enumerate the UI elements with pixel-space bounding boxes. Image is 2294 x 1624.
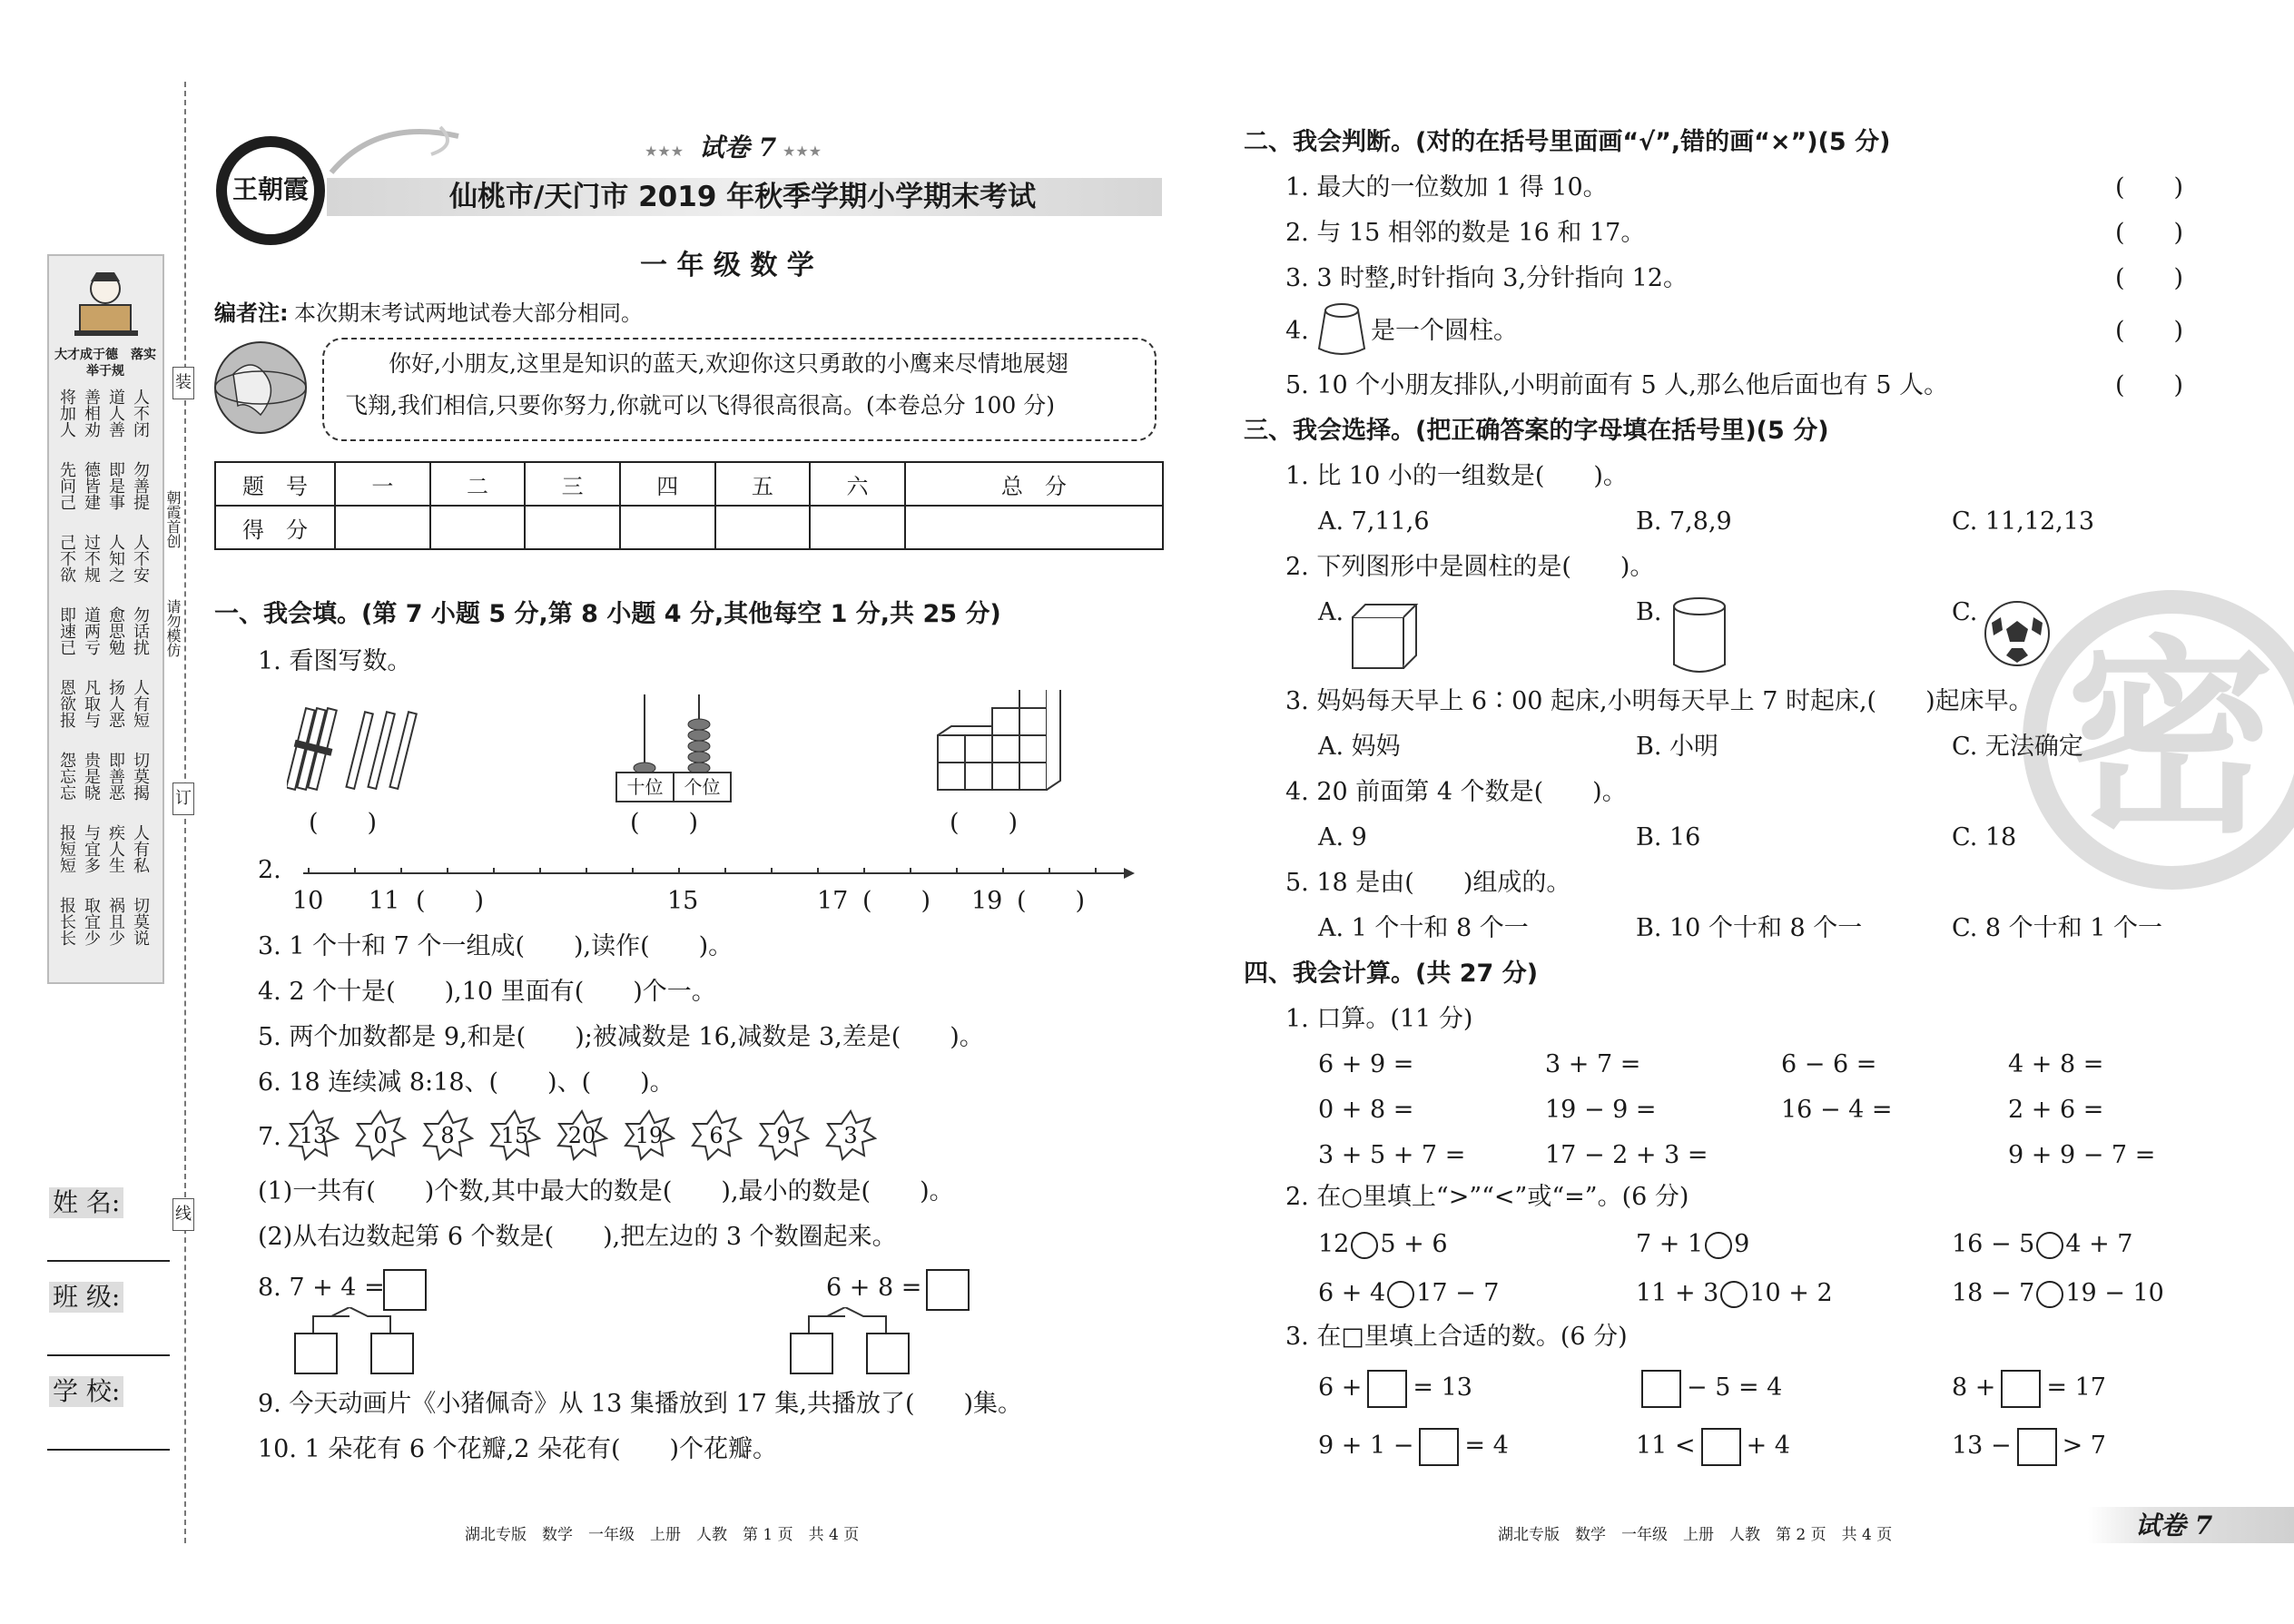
star-number-text: 20 <box>567 1123 596 1148</box>
sidebar-motto-column: 报短短 <box>57 824 76 873</box>
globe-icon <box>211 338 310 438</box>
sidebar-motto-column: 人有私 <box>131 824 150 873</box>
sidebar-motto-column: 道人善 <box>106 389 125 438</box>
judge-4-blank[interactable]: ( ) <box>2115 317 2184 345</box>
compare-right: 10 + 2 <box>1749 1279 1833 1307</box>
judge-5: 5. 10 个小朋友排队,小明前面有 5 人,那么他后面也有 5 人。 <box>1285 371 1949 399</box>
compare-right: 5 + 6 <box>1380 1230 1448 1258</box>
choice-1: 1. 比 10 小的一组数是( )。 <box>1285 462 1628 490</box>
star-number <box>287 1109 340 1162</box>
sidebar-motto-column: 人知之 <box>106 534 125 583</box>
calc-3: 3. 在□里填上合适的数。(6 分) <box>1285 1323 1628 1351</box>
sidebar-motto-column: 将加人 <box>57 389 76 438</box>
score-header: 六 <box>810 462 905 506</box>
sidebar-motto-column: 道两亏 <box>82 606 101 655</box>
compare-item <box>1318 1229 1448 1260</box>
mental-math-grid <box>1318 1049 2226 1186</box>
choice-3: 3. 妈妈每天早上 6∶00 起床,小明每天早上 7 时起床,( )起床早。 <box>1285 687 2033 715</box>
fill-box[interactable] <box>2001 1370 2041 1408</box>
star-number-text: 0 <box>373 1123 388 1148</box>
compare-left: 18 − 7 <box>1952 1279 2035 1307</box>
star-number-text: 19 <box>635 1123 664 1148</box>
choice-5-b[interactable]: B. 10 个十和 8 个一 <box>1636 914 1863 942</box>
sidebar-motto-column: 怨忘忘 <box>57 752 76 801</box>
compare-circle[interactable] <box>2036 1232 2063 1259</box>
choice-3-b[interactable]: B. 小明 <box>1636 733 1719 761</box>
number-line-label: 10 <box>292 887 324 915</box>
stars-left: ★★★ <box>645 143 684 160</box>
q8-b-answer-box[interactable] <box>926 1269 970 1311</box>
brand-logo <box>216 136 325 245</box>
section1-title: 一、我会填。(第 7 小题 5 分,第 8 小题 4 分,其他每空 1 分,共 25 分) <box>214 600 1001 628</box>
q2-label: 2. <box>258 856 281 884</box>
fill-box-prefix: 13 − <box>1952 1432 2012 1460</box>
mental-math-item: 9 + 9 − 7 = <box>2008 1141 2156 1169</box>
judge-5-blank[interactable]: ( ) <box>2115 371 2184 399</box>
number-line-blank[interactable]: ( ) <box>416 887 485 915</box>
score-header: 五 <box>715 462 811 506</box>
answer-blank-cubes[interactable]: ( ) <box>950 809 1019 837</box>
class-line <box>47 1354 170 1356</box>
mental-math-item: 3 + 5 + 7 = <box>1318 1141 1466 1169</box>
number-line-label: 19 <box>971 887 1003 915</box>
choice-1-b[interactable]: B. 7,8,9 <box>1636 507 1732 536</box>
school-line <box>47 1449 170 1451</box>
margin-char-2: 订 <box>172 782 194 815</box>
choice-1-a[interactable]: A. 7,11,6 <box>1318 507 1430 536</box>
number-line-blank[interactable]: ( ) <box>1017 887 1086 915</box>
left-footer: 湖北专版 数学 一年级 上册 人教 第 1 页 共 4 页 <box>465 1526 860 1544</box>
sidebar-motto-column: 人不安 <box>131 534 150 583</box>
sidebar-motto-column: 报长长 <box>57 897 76 946</box>
cylinder-shape-icon <box>1670 595 1728 677</box>
fill-box[interactable] <box>1641 1370 1681 1408</box>
choice-1-c[interactable]: C. 11,12,13 <box>1952 507 2095 536</box>
compare-circle[interactable] <box>2036 1281 2063 1308</box>
star-number-text: 9 <box>776 1123 791 1148</box>
mental-math-item: 16 − 4 = <box>1781 1096 1893 1124</box>
compare-circle[interactable] <box>1705 1232 1732 1259</box>
series-label: 试卷 7 <box>699 133 777 162</box>
fill-box-prefix: 6 + <box>1318 1373 1363 1402</box>
star-number-text: 13 <box>299 1123 328 1148</box>
sidebar-motto: 大才成于德 落实举于规 <box>54 348 156 379</box>
score-header: 二 <box>430 462 526 506</box>
margin-char-1: 装 <box>172 367 194 399</box>
choice-2-c[interactable]: C. <box>1952 598 1978 626</box>
sidebar-motto-column: 贵是晓 <box>82 752 101 801</box>
q8-a: 8. 7 + 4 = <box>258 1274 385 1302</box>
sidebar-motto-column: 切莫说 <box>131 897 150 946</box>
mental-math-item: 2 + 6 = <box>2008 1096 2104 1124</box>
fill-box-prefix: 8 + <box>1952 1373 1996 1402</box>
abacus-label-tens: 十位 <box>617 773 674 801</box>
mental-math-item: 0 + 8 = <box>1318 1096 1414 1124</box>
sidebar-motto-column: 取宜少 <box>82 897 101 946</box>
sidebar-motto-column: 德皆建 <box>82 461 101 510</box>
fill-box-item <box>1636 1367 1782 1409</box>
section4-title: 四、我会计算。(共 27 分) <box>1244 960 1539 988</box>
number-line <box>300 861 1135 888</box>
section3-title: 三、我会选择。(把正确答案的字母填在括号里)(5 分) <box>1244 417 1829 445</box>
fill-box-item <box>1952 1425 2106 1467</box>
sidebar-motto-column: 凡取与 <box>82 679 101 728</box>
score-row-label: 得 分 <box>215 506 335 549</box>
compare-left: 16 − 5 <box>1952 1230 2035 1258</box>
class-label: 班 级: <box>49 1282 123 1313</box>
judge-3: 3. 3 时整,时针指向 3,分针指向 12。 <box>1285 264 1688 292</box>
right-footer: 湖北专版 数学 一年级 上册 人教 第 2 页 共 4 页 <box>1498 1526 1893 1544</box>
sidebar-motto-column: 先问己 <box>57 461 76 510</box>
mental-math-item: 6 + 9 = <box>1318 1050 1414 1078</box>
choice-3-c[interactable]: C. 无法确定 <box>1952 733 2083 761</box>
q4: 4. 2 个十是( ),10 里面有( )个一。 <box>258 978 716 1006</box>
compare-item <box>1952 1278 2164 1309</box>
judge-2-blank[interactable]: ( ) <box>2115 219 2184 247</box>
q6: 6. 18 连续减 8:18、( )、( )。 <box>258 1068 674 1097</box>
star-number-text: 15 <box>500 1123 529 1148</box>
sidebar-motto-column: 愈思勉 <box>106 606 125 655</box>
star-number <box>556 1109 608 1162</box>
q8-a-split-box-right[interactable] <box>370 1333 414 1374</box>
sidebar-motto-column: 疾人生 <box>106 824 125 873</box>
sidebar-motto-column: 人不闭 <box>131 389 150 438</box>
compare-left: 12 <box>1318 1230 1350 1258</box>
q8-a-split-lines <box>290 1307 409 1334</box>
watermark-char: 密 <box>2066 619 2276 861</box>
score-cell[interactable] <box>335 506 430 549</box>
calc-2: 2. 在○里填上“>”“<”或“=”。(6 分) <box>1285 1183 1689 1211</box>
sidebar-motto-column: 扬人恶 <box>106 679 125 728</box>
sidebar-motto-column: 恩欲报 <box>57 679 76 728</box>
judge-4-label: 4. <box>1285 317 1309 345</box>
star-number <box>824 1109 877 1162</box>
score-cell[interactable] <box>620 506 715 549</box>
compare-left: 6 + 4 <box>1318 1279 1386 1307</box>
judge-4: 是一个圆柱。 <box>1371 317 1518 345</box>
fill-box-suffix: = 17 <box>2046 1373 2106 1402</box>
answer-blank-sticks[interactable]: ( ) <box>309 809 378 837</box>
judge-1-blank[interactable]: ( ) <box>2115 173 2184 202</box>
choice-2: 2. 下列图形中是圆柱的是( )。 <box>1285 553 1655 581</box>
mental-math-item: 3 + 7 = <box>1545 1050 1641 1078</box>
star-number <box>623 1109 675 1162</box>
choice-4-b[interactable]: B. 16 <box>1636 823 1701 851</box>
section2-title: 二、我会判断。(对的在括号里面画“√”,错的画“×”)(5 分) <box>1244 128 1891 156</box>
choice-5-a[interactable]: A. 1 个十和 8 个一 <box>1318 914 1529 942</box>
q5: 5. 两个加数都是 9,和是( );被减数是 16,减数是 3,差是( )。 <box>258 1023 984 1051</box>
star-number <box>690 1109 743 1162</box>
fill-box[interactable] <box>1419 1428 1459 1466</box>
number-line-label: 15 <box>667 887 699 915</box>
star-number <box>488 1109 541 1162</box>
fill-box-item <box>1952 1367 2106 1409</box>
sidebar-motto-column: 与宜多 <box>82 824 101 873</box>
number-line-blank[interactable]: ( ) <box>862 887 931 915</box>
sidebar-motto-column: 己不欲 <box>57 534 76 583</box>
abacus-label-box <box>615 772 732 802</box>
choice-2-b[interactable]: B. <box>1636 598 1662 626</box>
judge-2: 2. 与 15 相邻的数是 16 和 17。 <box>1285 219 1646 247</box>
score-cell[interactable] <box>810 506 905 549</box>
choice-2-a[interactable]: A. <box>1318 598 1344 626</box>
q3: 3. 1 个十和 7 个一组成( ),读作( )。 <box>258 932 733 960</box>
mental-math-item: 19 − 9 = <box>1545 1096 1657 1124</box>
fill-box-grid <box>1318 1367 2226 1494</box>
calc-1: 1. 口算。(11 分) <box>1285 1005 1473 1033</box>
editor-note-label: 编者注: <box>214 300 289 326</box>
frustum-icon <box>1316 301 1367 358</box>
brand-name: 王朝霞 <box>231 174 309 204</box>
judge-1: 1. 最大的一位数加 1 得 10。 <box>1285 173 1608 202</box>
stars-right: ★★★ <box>783 143 822 160</box>
star-number-text: 3 <box>843 1123 858 1148</box>
sidebar-motto-column: 即善恶 <box>106 752 125 801</box>
fill-box-suffix: = 4 <box>1464 1432 1509 1460</box>
cube-stack-icon <box>933 690 1069 799</box>
score-header: 一 <box>335 462 430 506</box>
fill-box[interactable] <box>1367 1370 1407 1408</box>
mental-math-item: 6 − 6 = <box>1781 1050 1877 1078</box>
compare-item <box>1636 1278 1833 1309</box>
q1: 1. 看图写数。 <box>258 647 412 675</box>
score-header: 四 <box>620 462 715 506</box>
star-number <box>421 1109 474 1162</box>
choice-4: 4. 20 前面第 4 个数是( )。 <box>1285 778 1627 806</box>
fill-box-prefix: 9 + 1 − <box>1318 1432 1414 1460</box>
sticks-bundle-icon <box>287 699 423 799</box>
q7-label: 7. <box>258 1123 281 1151</box>
abacus-label-ones: 个位 <box>684 776 721 798</box>
editor-note: 本次期末考试两地试卷大部分相同。 <box>294 300 643 326</box>
score-header: 总 分 <box>905 462 1163 506</box>
number-line-label: 17 <box>817 887 849 915</box>
score-cell[interactable] <box>525 506 620 549</box>
exam-subtitle: 一 年 级 数 学 <box>640 250 814 281</box>
q7-1: (1)一共有( )个数,其中最大的数是( ),最小的数是( )。 <box>258 1177 954 1206</box>
q9: 9. 今天动画片《小猪佩奇》从 13 集播放到 17 集,共播放了( )集。 <box>258 1390 1023 1418</box>
choice-4-c[interactable]: C. 18 <box>1952 823 2017 851</box>
choice-3-a[interactable]: A. 妈妈 <box>1318 733 1401 761</box>
score-cell[interactable] <box>715 506 811 549</box>
name-line <box>47 1260 170 1262</box>
sidebar-motto-column: 勿话扰 <box>131 606 150 655</box>
fill-box-suffix: = 13 <box>1413 1373 1472 1402</box>
fill-box-suffix: > 7 <box>2062 1432 2106 1460</box>
sidebar-motto-column: 切莫揭 <box>131 752 150 801</box>
number-line-labels <box>0 886 1162 919</box>
scholar-figure-icon <box>67 263 144 340</box>
fill-box-item <box>1318 1367 1472 1409</box>
compare-item <box>1952 1229 2132 1260</box>
mental-math-item: 17 − 2 + 3 = <box>1545 1141 1708 1169</box>
compare-circle[interactable] <box>1720 1281 1748 1308</box>
compare-item <box>1636 1229 1749 1260</box>
sidebar-motto-columns <box>56 389 158 969</box>
compare-right: 9 <box>1734 1230 1750 1258</box>
judge-3-blank[interactable]: ( ) <box>2115 264 2184 292</box>
margin-note-1: 朝霞首创 <box>164 490 182 548</box>
fill-box-suffix: − 5 = 4 <box>1687 1373 1783 1402</box>
school-label: 学 校: <box>49 1376 123 1407</box>
fill-box[interactable] <box>2017 1428 2057 1466</box>
q8-b: 6 + 8 = <box>826 1274 922 1302</box>
greeting-line-2: 飞翔,我们相信,只要你努力,你就可以飞得很高很高。(本卷总分 100 分) <box>345 392 1055 418</box>
sidebar-motto-column: 人有短 <box>131 679 150 728</box>
margin-note-2: 请勿模仿 <box>164 599 182 657</box>
fill-box[interactable] <box>1701 1428 1741 1466</box>
choice-4-a[interactable]: A. 9 <box>1318 823 1367 851</box>
star-number <box>757 1109 810 1162</box>
exam-title: 仙桃市/天门市 2019 年秋季学期小学期末考试 <box>449 181 1037 213</box>
compare-item <box>1318 1278 1499 1309</box>
star-number-text: 8 <box>440 1123 455 1148</box>
margin-char-3: 线 <box>172 1198 194 1231</box>
cube-shape-icon <box>1349 601 1420 672</box>
fill-box-prefix: 11 < <box>1636 1432 1696 1460</box>
sidebar-motto-column: 过不规 <box>82 534 101 583</box>
score-header: 题 号 <box>215 462 335 506</box>
compare-circle[interactable] <box>1387 1281 1414 1308</box>
q8-a-split-box-left[interactable] <box>294 1333 338 1374</box>
fill-box-suffix: + 4 <box>1746 1432 1790 1460</box>
compare-grid <box>1318 1229 2226 1329</box>
sidebar-motto-column: 即速已 <box>57 606 76 655</box>
q7-2: (2)从右边数起第 6 个数是( ),把左边的 3 个数圈起来。 <box>258 1223 897 1251</box>
choice-5: 5. 18 是由( )组成的。 <box>1285 869 1571 897</box>
compare-right: 17 − 7 <box>1416 1279 1500 1307</box>
number-line-label: 11 <box>369 887 400 915</box>
q10: 10. 1 朵花有 6 个花瓣,2 朵花有( )个花瓣。 <box>258 1435 778 1463</box>
compare-right: 4 + 7 <box>2065 1230 2133 1258</box>
score-cell[interactable] <box>430 506 526 549</box>
compare-left: 11 + 3 <box>1636 1279 1719 1307</box>
compare-right: 19 − 10 <box>2065 1279 2164 1307</box>
soccer-ball-icon <box>1983 599 2052 668</box>
answer-blank-abacus[interactable]: ( ) <box>630 809 699 837</box>
score-cell[interactable] <box>905 506 1163 549</box>
star-number <box>354 1109 407 1162</box>
sidebar-motto-column: 祸且少 <box>106 897 125 946</box>
sidebar-motto-column: 即是事 <box>106 461 125 510</box>
score-header: 三 <box>525 462 620 506</box>
star-number-text: 6 <box>709 1123 724 1148</box>
q8-b-split-box-right[interactable] <box>866 1333 910 1374</box>
corner-label: 试卷 7 <box>2135 1511 2213 1540</box>
q8-b-split-lines <box>786 1307 904 1334</box>
fill-box-item <box>1636 1425 1790 1467</box>
mental-math-item: 4 + 8 = <box>2008 1050 2104 1078</box>
score-table <box>214 461 1164 550</box>
sidebar-motto-column: 勿善提 <box>131 461 150 510</box>
compare-circle[interactable] <box>1351 1232 1378 1259</box>
q8-a-answer-box[interactable] <box>383 1269 427 1311</box>
q8-b-split-box-left[interactable] <box>790 1333 833 1374</box>
sidebar-panel <box>47 254 164 984</box>
name-label: 姓 名: <box>49 1187 123 1218</box>
abacus-icon <box>617 690 726 781</box>
compare-left: 7 + 1 <box>1636 1230 1704 1258</box>
q7-star-numbers <box>287 1109 904 1167</box>
greeting-line-1: 你好,小朋友,这里是知识的蓝天,欢迎你这只勇敢的小鹰来尽情地展翅 <box>389 350 1068 377</box>
choice-5-c[interactable]: C. 8 个十和 1 个一 <box>1952 914 2162 942</box>
sidebar-motto-column: 善相劝 <box>82 389 101 438</box>
fill-box-item <box>1318 1425 1509 1467</box>
